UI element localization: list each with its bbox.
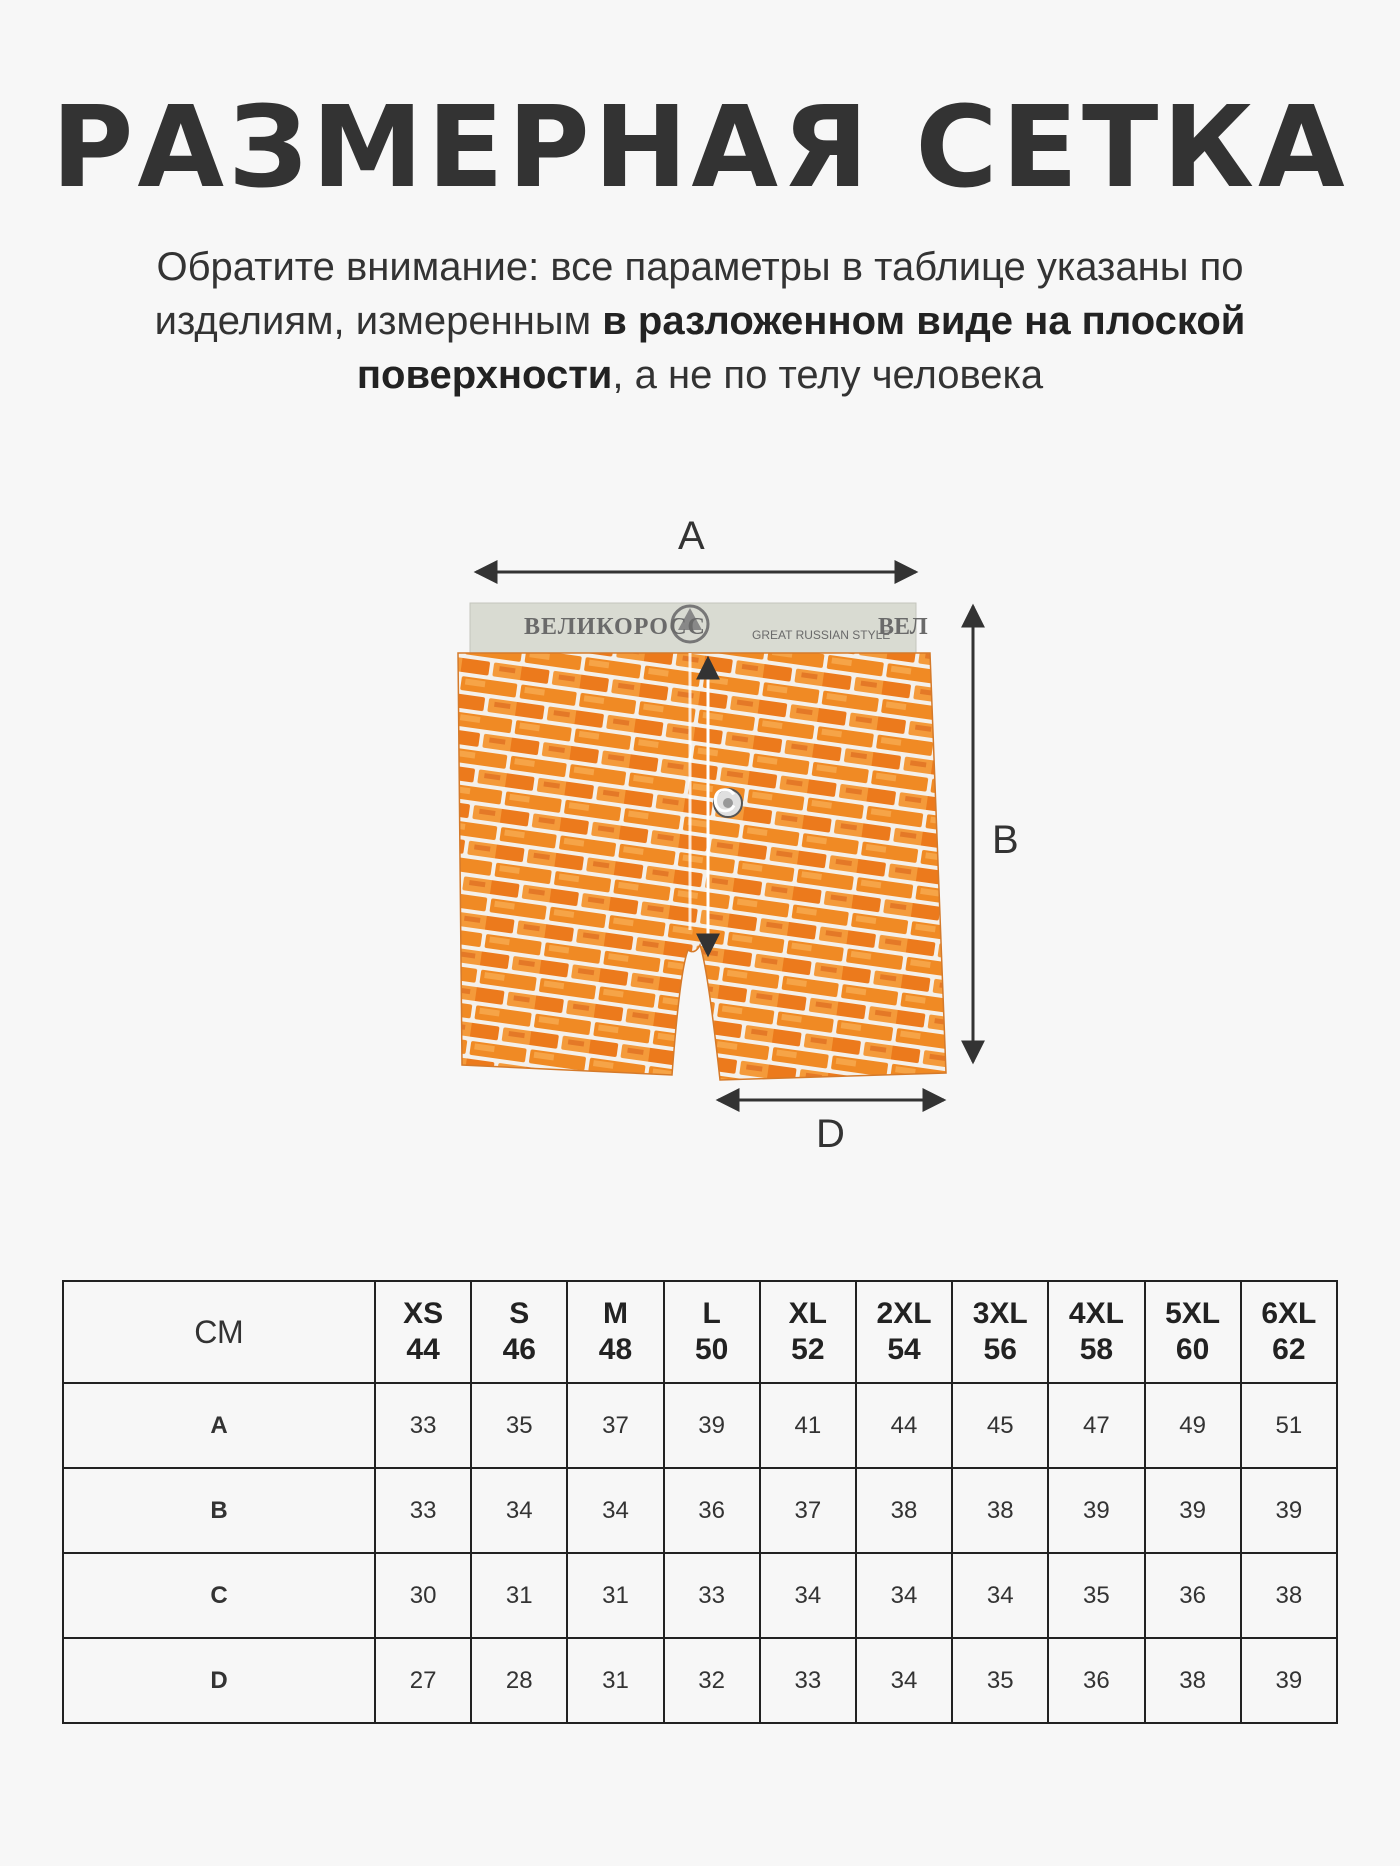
- shorts-body: [458, 653, 946, 1080]
- size-header-m: [567, 1281, 663, 1383]
- size-number: 44: [406, 1333, 440, 1366]
- table-cell: 30: [375, 1553, 471, 1638]
- size-header-xl: [760, 1281, 856, 1383]
- table-cell: 39: [664, 1383, 760, 1468]
- size-header-l: [664, 1281, 760, 1383]
- size-header-xs: [375, 1281, 471, 1383]
- table-cell: 38: [1145, 1638, 1241, 1723]
- size-letter: L: [702, 1297, 721, 1330]
- table-row-a: [63, 1383, 1337, 1468]
- table-cell: 45: [952, 1383, 1048, 1468]
- table-cell: 34: [856, 1553, 952, 1638]
- row-key: B: [63, 1468, 375, 1553]
- size-number: 48: [598, 1333, 633, 1366]
- size-header-6xl: [1241, 1281, 1337, 1383]
- table-cell: 39: [1145, 1468, 1241, 1553]
- size-letter: 2XL: [876, 1297, 932, 1330]
- size-letter: S: [509, 1297, 530, 1330]
- size-header-s: [471, 1281, 567, 1383]
- size-header-5xl: [1145, 1281, 1241, 1383]
- table-cell: 33: [375, 1383, 471, 1468]
- row-key: D: [63, 1638, 375, 1723]
- size-number: 54: [887, 1333, 921, 1366]
- table-cell: 36: [1145, 1553, 1241, 1638]
- note-text-2: , а не по телу человека: [612, 353, 1044, 397]
- table-cell: 34: [760, 1553, 856, 1638]
- table-cell: 38: [952, 1468, 1048, 1553]
- table-cell: 36: [664, 1468, 760, 1553]
- size-letter: XL: [788, 1297, 828, 1330]
- size-number: 52: [791, 1333, 825, 1366]
- note-text-bold: в разложенном виде на плоской поверхности: [356, 299, 1246, 397]
- label-d: D: [816, 1112, 845, 1156]
- size-letter: XS: [403, 1297, 444, 1330]
- table-cell: 34: [952, 1553, 1048, 1638]
- size-number: 56: [983, 1333, 1017, 1366]
- size-number: 50: [694, 1333, 729, 1366]
- table-cell: 34: [567, 1468, 663, 1553]
- table-cell: 39: [1241, 1468, 1337, 1553]
- brand-name-right: GREAT RUSSIAN STYLE: [752, 628, 891, 642]
- table-cell: 38: [1241, 1553, 1337, 1638]
- table-cell: 32: [664, 1638, 760, 1723]
- note-text-1: Обратите внимание: все параметры в таблице указаны по изделиям, измеренным: [154, 245, 1244, 343]
- table-cell: 28: [471, 1638, 567, 1723]
- table-cell: 31: [567, 1638, 663, 1723]
- label-a: A: [678, 514, 705, 558]
- size-header-4xl: [1048, 1281, 1144, 1383]
- size-letter: 5XL: [1165, 1297, 1221, 1330]
- size-number: 46: [502, 1333, 536, 1366]
- table-cell: 37: [567, 1383, 663, 1468]
- row-key: A: [63, 1383, 375, 1468]
- size-letter: 4XL: [1068, 1297, 1124, 1330]
- size-number: 62: [1272, 1333, 1306, 1366]
- label-c: C: [712, 782, 737, 820]
- table-cell: 44: [856, 1383, 952, 1468]
- size-number: 58: [1079, 1333, 1114, 1366]
- table-cell: 39: [1241, 1638, 1337, 1723]
- table-row-c: [63, 1553, 1337, 1638]
- size-header-2xl: [856, 1281, 952, 1383]
- brand-name-left: ВЕЛИКОРОСС: [524, 614, 706, 640]
- table-cell: 49: [1145, 1383, 1241, 1468]
- table-cell: 34: [856, 1638, 952, 1723]
- product-diagram: [0, 500, 1400, 1180]
- table-cell: 27: [375, 1638, 471, 1723]
- label-b: B: [992, 818, 1019, 862]
- brand-name-side: ВЕЛ: [878, 614, 928, 640]
- table-cell: 47: [1048, 1383, 1144, 1468]
- table-cell: 33: [664, 1553, 760, 1638]
- table-cell: 33: [760, 1638, 856, 1723]
- size-number: 60: [1175, 1333, 1210, 1366]
- table-row-d: [63, 1638, 1337, 1723]
- size-letter: M: [602, 1297, 628, 1330]
- measurement-note: [100, 240, 1300, 402]
- table-cell: 51: [1241, 1383, 1337, 1468]
- page-title: РАЗМЕРНАЯ СЕТКА: [51, 83, 1349, 213]
- table-cell: 31: [567, 1553, 663, 1638]
- table-cell: 35: [1048, 1553, 1144, 1638]
- boxer-shorts-illustration: [0, 500, 1400, 1180]
- table-cell: 37: [760, 1468, 856, 1553]
- table-cell: 35: [471, 1383, 567, 1468]
- table-cell: 39: [1048, 1468, 1144, 1553]
- table-cell: 38: [856, 1468, 952, 1553]
- size-header-3xl: [952, 1281, 1048, 1383]
- size-header-row: [63, 1281, 1337, 1383]
- size-table: [62, 1280, 1338, 1724]
- size-letter: 6XL: [1261, 1297, 1317, 1330]
- table-cell: 31: [471, 1553, 567, 1638]
- table-row-b: [63, 1468, 1337, 1553]
- table-cell: 34: [471, 1468, 567, 1553]
- table-cell: 35: [952, 1638, 1048, 1723]
- row-key: C: [63, 1553, 375, 1638]
- table-cell: 41: [760, 1383, 856, 1468]
- size-letter: 3XL: [972, 1297, 1028, 1330]
- table-cell: 33: [375, 1468, 471, 1553]
- unit-header: СМ: [63, 1281, 375, 1383]
- table-cell: 36: [1048, 1638, 1144, 1723]
